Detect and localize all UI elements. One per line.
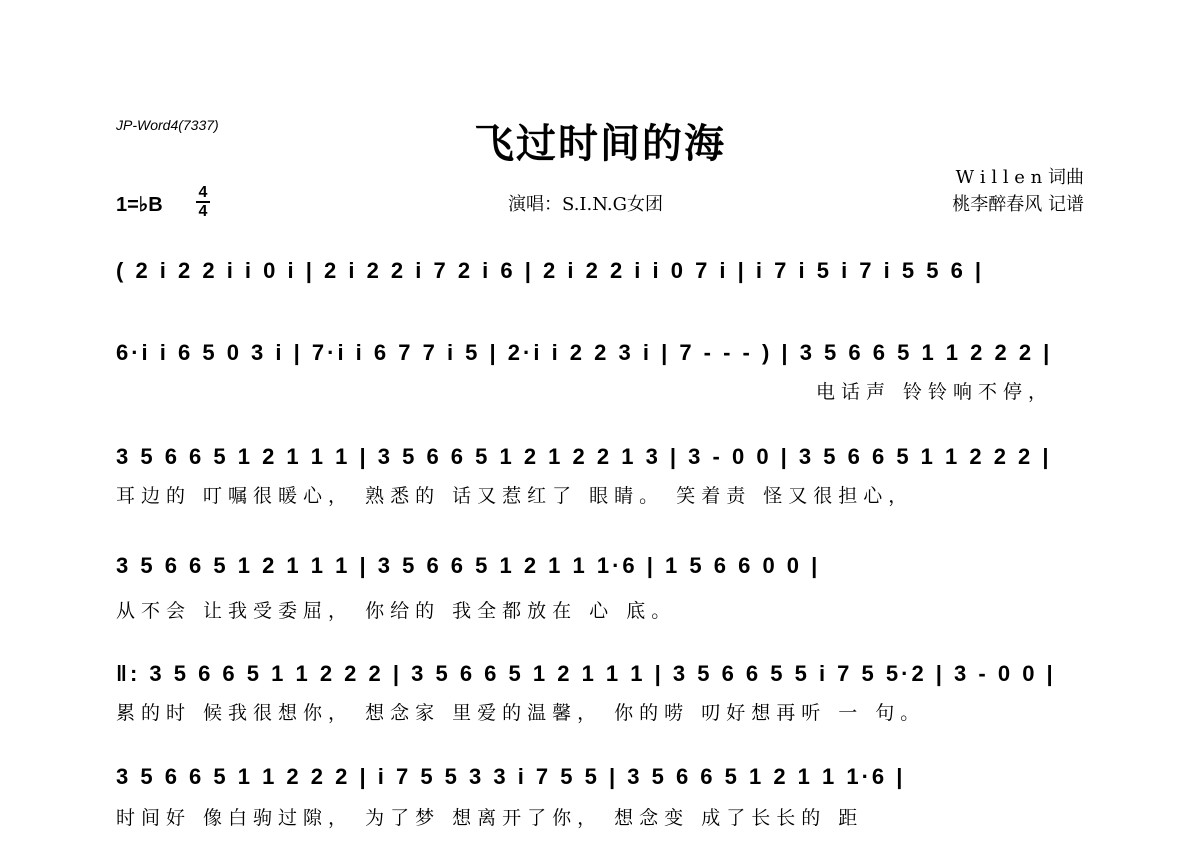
- lyric-line-2: 电话声 铃铃响不停，: [816, 381, 1054, 403]
- music-line-6: 3 5 6 6 5 1 1 2 2 2 | i 7 5 5 3 3 i 7 5 5 | 3 5 6 6 5 1 2 1 1 1·6 |: [116, 764, 906, 789]
- lyric-line-3: 耳边的 叮嘱很暖心， 熟悉的 话又惹红了 眼睛。 笑着责 怪又很担心，: [116, 485, 914, 507]
- page-title: 飞过时间的海: [474, 120, 726, 167]
- key-signature: 1=♭B: [116, 194, 163, 216]
- software-label: JP-Word4(7337): [116, 117, 219, 133]
- music-line-4: 3 5 6 6 5 1 2 1 1 1 | 3 5 6 6 5 1 2 1 1 1·6 | 1 5 6 6 0 0 |: [116, 553, 821, 578]
- music-line-3: 3 5 6 6 5 1 2 1 1 1 | 3 5 6 6 5 1 2 1 2 2 1 3 | 3 - 0 0 | 3 5 6 6 5 1 1 2 2 2 |: [116, 444, 1052, 469]
- lyricist-composer-credit: W i l l e n 词曲: [955, 167, 1084, 188]
- time-signature-bottom: 4: [198, 203, 208, 220]
- singer-credit: 演唱：S.I.N.G女团: [508, 194, 663, 215]
- music-line-5: ‖: 3 5 6 6 5 1 1 2 2 2 | 3 5 6 6 5 1 2 1 1 1 | 3 5 6 6 5 5 i 7 5 5·2 | 3 - 0 0 |: [116, 661, 1056, 686]
- transcriber-credit: 桃李醉春风 记谱: [952, 194, 1084, 215]
- lyric-line-6: 时间好 像白驹过隙， 为了梦 想离开了你， 想念变 成了长长的 距: [116, 807, 864, 829]
- lyric-line-5: 累的时 候我很想你， 想念家 里爱的温馨， 你的唠 叨好想再听 一 句。: [116, 702, 926, 724]
- music-line-1: ( 2 i 2 2 i i 0 i | 2 i 2 2 i 7 2 i 6 | 2 i 2 2 i i 0 7 i | i 7 i 5 i 7 i 5 5 6 |: [116, 258, 985, 283]
- lyric-line-4: 从不会 让我受委屈， 你给的 我全都放在 心 底。: [116, 600, 677, 622]
- time-signature-top: 4: [198, 184, 208, 201]
- music-line-2: 6·i i 6 5 0 3 i | 7·i i 6 7 7 i 5 | 2·i i 2 2 3 i | 7 - - - ) | 3 5 6 6 5 1 1 2 2 2 |: [116, 340, 1053, 365]
- time-signature: [196, 184, 210, 220]
